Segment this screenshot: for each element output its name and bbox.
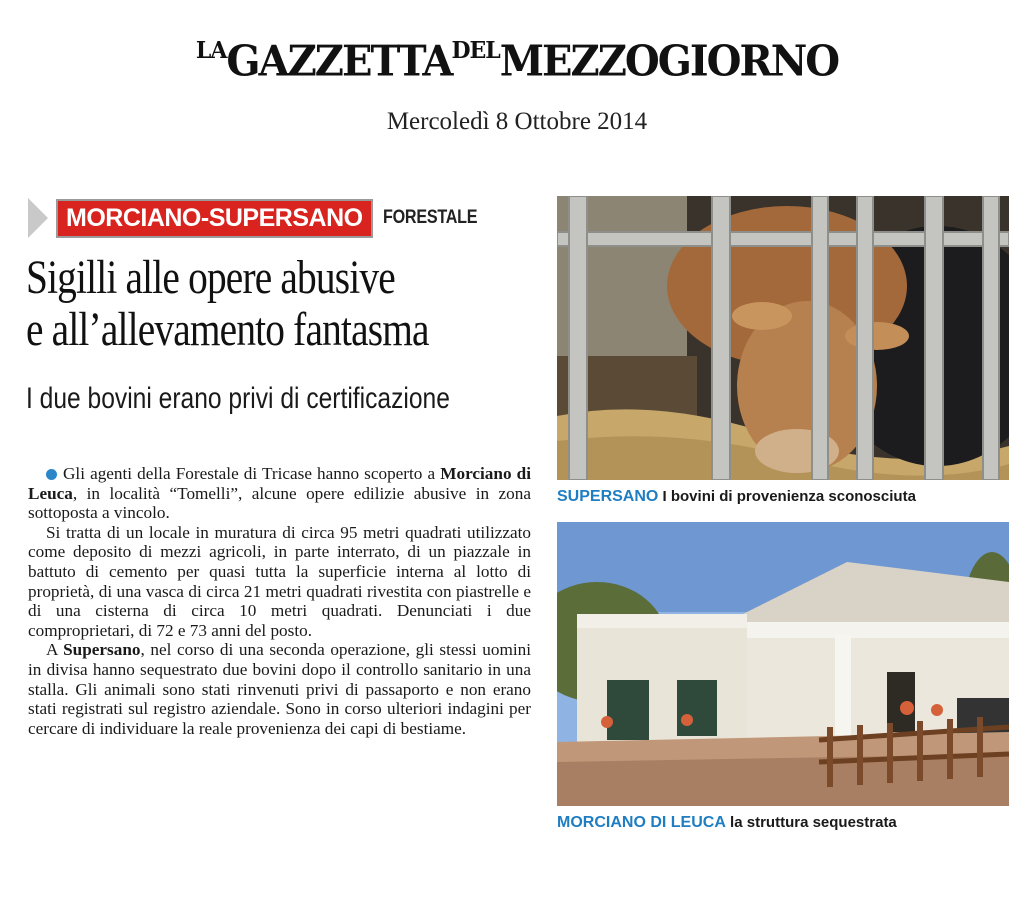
- p1-place: Morciano di Leuca: [28, 464, 531, 503]
- bullet-icon: [46, 469, 57, 480]
- p1-text-end: , in località “Tomelli”, alcune opere edilizie abusive in zona sottoposta a vincolo.: [28, 483, 531, 523]
- paragraph-2: Si tratta di un locale in muratura di circa 95 metri quadrati utilizzato come deposito di mezzi agricoli, in parte interrato, di un piazzale in battuto di cemento per quasi tutta la superficie interna al lotto di proprietà, di una vasca di circa 21 metri quadrati rivestita con piastrelle e di una cisterna di circa 10 metri quadrati. Denunciati i due comproprietari, di 72 e 73 anni del posto.: [28, 522, 531, 640]
- issue-date: Mercoledì 8 Ottobre 2014: [386, 108, 648, 135]
- caption-location: SUPERSANO: [557, 488, 659, 505]
- headline: [26, 252, 452, 356]
- caption-location: MORCIANO DI LEUCA: [557, 814, 726, 831]
- article-body: [28, 464, 531, 738]
- paragraph-3: [28, 640, 531, 738]
- headline-line-2: e all’allevamento fantasma: [26, 303, 429, 356]
- building-photo: [557, 522, 1009, 806]
- caption-text: la struttura sequestrata: [725, 814, 897, 831]
- headline-line-1: Sigilli alle opere abusive: [26, 251, 395, 304]
- newspaper-masthead: [0, 37, 1034, 86]
- kicker-label: MORCIANO-SUPERSANO: [56, 199, 373, 238]
- p3-text: A: [46, 640, 64, 660]
- caption-building: [557, 814, 897, 832]
- masthead-gazzetta: GAZZETTA: [226, 36, 452, 87]
- cattle-photo: [557, 196, 1009, 480]
- caption-cattle: [557, 488, 916, 506]
- paragraph-1: [28, 464, 531, 523]
- p3-place: Supersano: [63, 640, 141, 660]
- masthead-mezzogiorno: MEZZOGIORNO: [499, 36, 839, 87]
- masthead-del: DEL: [451, 36, 500, 65]
- subheadline: I due bovini erano privi di certificazione: [26, 382, 450, 415]
- section-tag: FORESTALE: [382, 207, 477, 228]
- kicker-arrow-icon: [28, 198, 48, 238]
- kicker-row: [28, 198, 494, 238]
- p3-text-end: , nel corso di una seconda operazione, gli stessi uomini in divisa hanno sequestrato due bovini dopo il controllo sanitario in una stalla. Gli animali sono stati rinvenuti privi di passaporto e non erano stati registrati sul registro aziendale. Sono in corso ulteriori indagini per cercare di individuare la reale provenienza dei capi di bestiame.: [28, 640, 532, 738]
- masthead-la: LA: [195, 36, 227, 65]
- caption-text: I bovini di provenienza sconosciuta: [658, 488, 916, 505]
- p1-text: Gli agenti della Forestale di Tricase hanno scoperto a: [63, 464, 441, 483]
